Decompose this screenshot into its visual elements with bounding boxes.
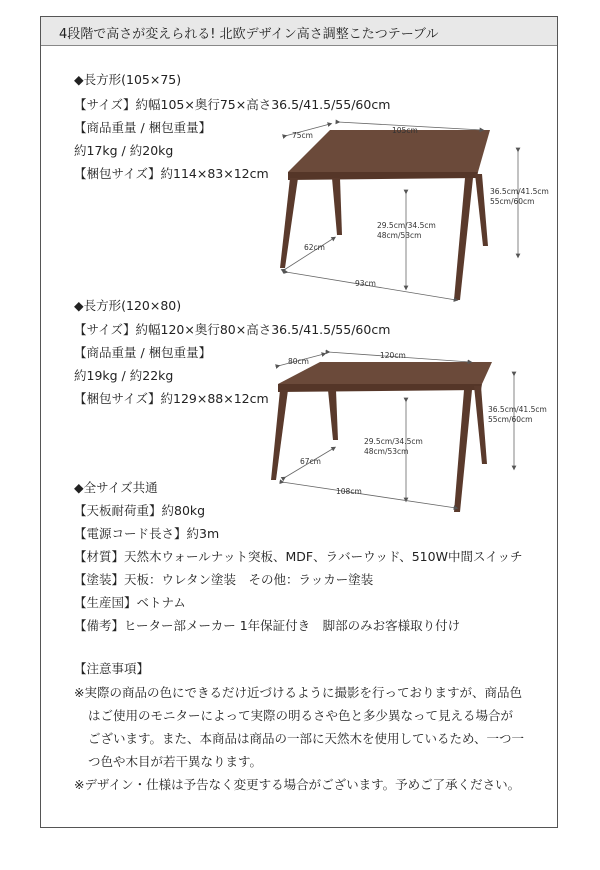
dim-height: 36.5cm/41.5cm	[488, 405, 547, 414]
table-leg	[474, 386, 487, 464]
common-line: 【材質】天然木ウォールナット突板、MDF、ラバーウッド、510W中間スイッチ	[74, 549, 523, 564]
notes-heading: 【注意事項】	[74, 661, 150, 676]
table-leg	[475, 174, 488, 246]
dim-height2: 55cm/60cm	[488, 415, 533, 424]
dim-leg-width: 108cm	[336, 487, 362, 496]
size1-weight: 約17kg / 約20kg	[74, 143, 174, 158]
table-top	[288, 130, 490, 172]
notes-line: はご使用のモニターによって実際の明るさや色と多少異なって見える場合が	[88, 708, 514, 723]
size1-weight-label: 【商品重量 / 梱包重量】	[74, 120, 212, 135]
dim-width: 120cm	[380, 351, 406, 360]
notes-line: ※デザイン・仕様は予告なく変更する場合がございます。予めご了承ください。	[74, 777, 521, 792]
common-heading: ◆全サイズ共通	[74, 480, 158, 495]
dim-height2: 55cm/60cm	[490, 197, 535, 206]
dim-height: 36.5cm/41.5cm	[490, 187, 549, 196]
common-line: 【生産国】ベトナム	[74, 595, 186, 610]
size1-size: 【サイズ】約幅105×奥行75×高さ36.5/41.5/55/60cm	[74, 97, 391, 112]
dim-leg-width: 93cm	[355, 279, 376, 288]
table-leg	[454, 178, 473, 300]
common-line: 【塗装】天板：ウレタン塗装 その他：ラッカー塗装	[74, 572, 374, 587]
size1-heading: ◆長方形(105×75)	[74, 72, 182, 87]
table-leg	[332, 178, 342, 235]
dim-depth: 80cm	[288, 357, 309, 366]
table-leg	[271, 390, 288, 480]
size2-package: 【梱包サイズ】約129×88×12cm	[74, 391, 269, 406]
dim-depth: 75cm	[292, 131, 313, 140]
dim-width: 105cm	[392, 126, 418, 135]
dim-leg-depth: 67cm	[300, 457, 321, 466]
dim-leg-depth: 62cm	[304, 243, 325, 252]
size2-size: 【サイズ】約幅120×奥行80×高さ36.5/41.5/55/60cm	[74, 322, 391, 337]
common-line: 【天板耐荷重】約80kg	[74, 503, 206, 518]
table-leg	[454, 390, 472, 512]
notes-line: ございます。また、本商品は商品の一部に天然木を使用しているため、一つ一	[88, 731, 525, 746]
header-bar	[41, 17, 557, 46]
common-line: 【備考】ヒーター部メーカー 1年保証付き 脚部のみお客様取り付け	[74, 618, 461, 633]
size1-package: 【梱包サイズ】約114×83×12cm	[74, 166, 269, 181]
dim-under2: 48cm/53cm	[364, 447, 409, 456]
dim-under: 29.5cm/34.5cm	[377, 221, 436, 230]
table-leg	[328, 390, 338, 440]
table-diagram-105	[260, 110, 550, 310]
dim-under: 29.5cm/34.5cm	[364, 437, 423, 446]
common-line: 【電源コード長さ】約3m	[74, 526, 220, 541]
page-title: 4段階で高さが変えられる! 北欧デザイン高さ調整こたつテーブル	[59, 27, 439, 42]
size2-heading: ◆長方形(120×80)	[74, 298, 182, 313]
size2-weight: 約19kg / 約22kg	[74, 368, 174, 383]
notes-line: ※実際の商品の色にできるだけ近づけるように撮影を行っておりますが、商品色	[74, 685, 522, 700]
table-leg	[280, 178, 298, 268]
table-top-edge	[288, 172, 478, 180]
table-diagram-120	[260, 340, 550, 520]
table-top	[278, 362, 492, 384]
notes-line: つ色や木目が若干異なります。	[88, 754, 263, 769]
table-top-edge	[278, 384, 482, 392]
dim-under2: 48cm/53cm	[377, 231, 422, 240]
size2-weight-label: 【商品重量 / 梱包重量】	[74, 345, 212, 360]
